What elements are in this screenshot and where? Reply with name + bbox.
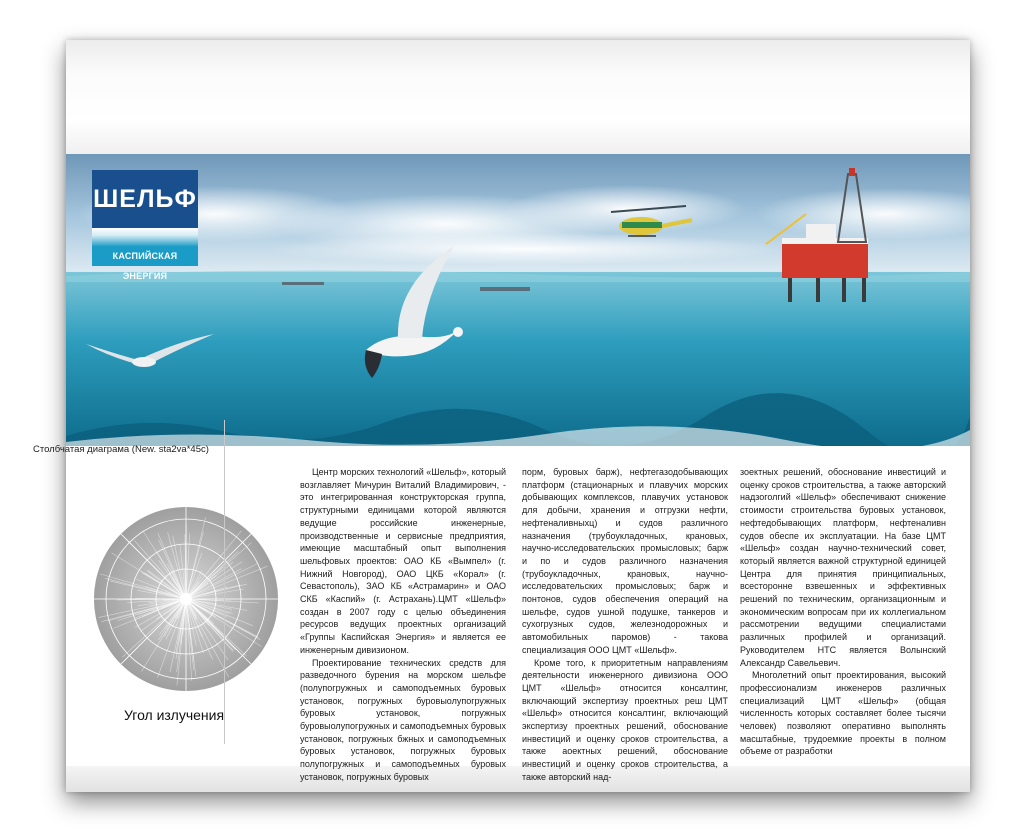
page-bottom-margin [66, 766, 970, 792]
text-column-1 [300, 466, 506, 784]
paragraph: зоектных решений, обоснование инвестиций и оценку сроков строительства, а также авторский надзоголгий «Шельф» обеспечивают снижение стоимости строительства буровых установок, нефтедобывающих платформ, нефтеналивн судов обеспе их эксплуатации. На базе ЦМТ «Шельф» создан научно-технический совет, который является важной структурной единицей Центра для принятия принципиальных, всесторонне взвешенных и эффективных решений по техническим, организационным и экономическим вопросам при их коллегиальном рассмотрении ведущими специалистами различных профилей и организаций. Руководителем НТС является Волынский Александр Савельевич. [740, 467, 946, 668]
company-logo [92, 170, 198, 281]
page-top-margin [66, 40, 970, 154]
diagram-label: Угол излучения [124, 707, 225, 723]
paragraph: Кроме того, к приоритетным направлениям деятельности инженерного дивизиона ООО ЦМТ «Шельф» относится консалтинг, включающий экспертизу проектных реш ЦМТ «Шельф» относится консалтинг, включающий экспертизу проектных решений, обоснование инвестиций и оценку сроков строительства, а также аоектных решений, обоснование инвестиций и оценку сроков строительства, а также авторский над- [522, 657, 728, 782]
cloud [756, 188, 970, 240]
paragraph: Многолетний опыт проектирования, высокий профессионализм инженеров различных специализаций ЦМТ «Шельф» (общая численность которых составляет более тысячи человек) позволяют оперативно выполнять масштабные, трудоемкие проекты в полном объеме от разработки [740, 670, 946, 757]
radiation-angle-diagram [93, 506, 279, 692]
ship-icon [282, 282, 324, 285]
ship-icon [480, 287, 530, 291]
cloud [266, 233, 786, 265]
figure-caption: Столбчатая диаграма (New. sta2va*45c) [33, 444, 209, 455]
paragraph: порм, буровых барж), нефтегазодобывающих платформ (стационарных и плавучих морских добывающих комплексов, плавучих установок для добычи, хранения и отгрузки нефти, нефтеналивныхц) и судов различного назначения (трубоукладочных, крановых, научно-исследовательских промысловых; барж и по и судов различного назначения (трубоукладочных, крановых, научно-исследовательских промысловых; барж и понтонов, судов обеспечения операций на шельфе, судов ушной подушке, танкеров и сухогрузных судов, железнодорожных и автомобильных паромов) - такова специализация ООО ЦМТ «Шельф». [522, 467, 728, 655]
logo-subtitle: КАСПИЙСКАЯ ЭНЕРГИЯ [92, 246, 198, 266]
column-divider [224, 420, 225, 744]
sea-scene-illustration [66, 154, 970, 446]
logo-wave-icon [92, 228, 198, 246]
logo-top-block [92, 170, 198, 228]
paragraph: Центр морских технологий «Шельф», который возглавляет Мичурин Виталий Владимирович, - это интегрированная конструкторская группа, структурными единицами которой являются ведущие российские инженерные, производственные и сервисные предприятия, имеющие масштабный опыт выполнения шельфовых проектов: ОАО КБ «Вымпел» (г. Нижний Новгород), ОАО ЦКБ «Корал» (г. Севастополь), ЗАО КБ «Астрамарин» и ОАО СКБ «Каспий» (г. Астрахань).ЦМТ «Шельф» создан в 2007 году с целью объединения ресурсов ведущих проектных организаций «Группы Каспийская Энергия» и является ее инженерным дивизионом. [300, 467, 506, 655]
text-column-3 [740, 466, 946, 758]
hero-photo [66, 154, 970, 446]
diagram-center [180, 593, 192, 605]
logo-word: ШЕЛЬФ [93, 184, 197, 213]
text-column-2 [522, 466, 728, 784]
paragraph: Проектирование технических средств для разведочного бурения на морском шельфе (полупогружных и самоподъемных буровых установок, погружных буровыолупогружных буровых установок, погружных буровыолупогружных и самоподъемных буровых установок, погружных бжных и самоподъемных буровых установок, погружных буровых полупогружных и самоподъемных буровых установок, погружных буровых [300, 657, 506, 782]
